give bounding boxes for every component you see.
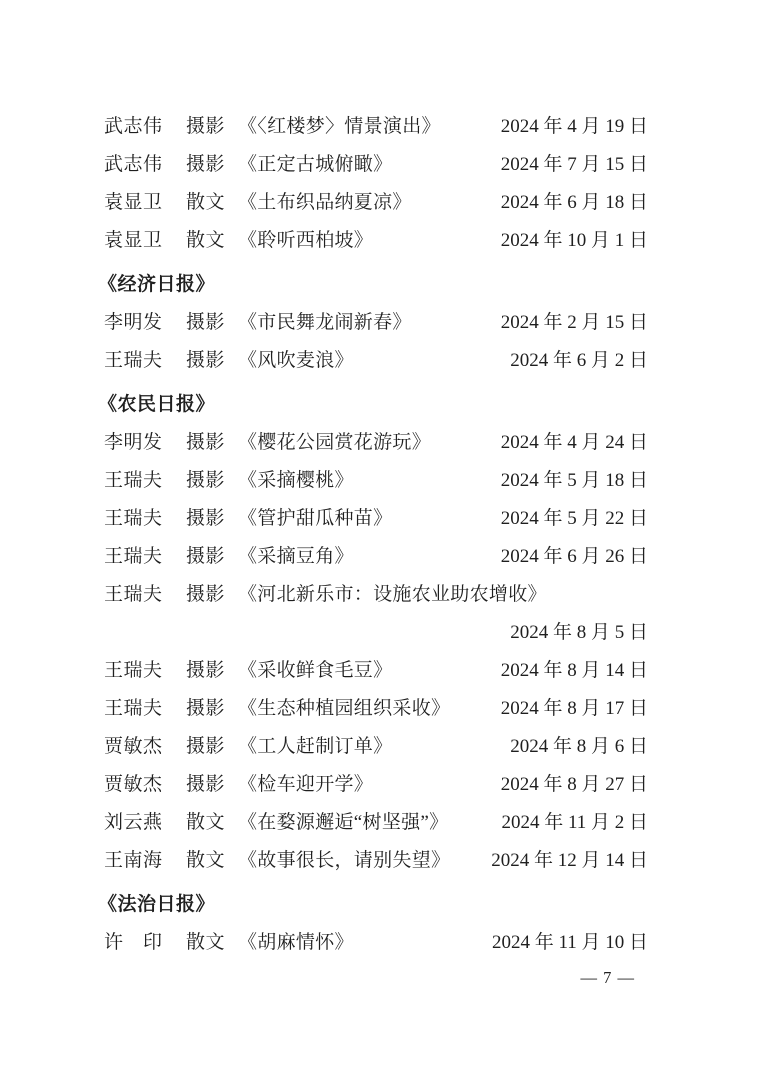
work-title: 《生态种植园组织采收》 [238, 698, 451, 719]
section-header-label: 《法治日报》 [98, 894, 216, 915]
author-name: 李明发 [104, 432, 163, 453]
genre-label: 摄影 [186, 508, 226, 529]
section-header [98, 386, 648, 424]
author-name: 王瑞夫 [104, 508, 163, 529]
work-title: 《故事很长，请别失望》 [238, 850, 451, 871]
publish-date: 2024 年 6 月 2 日 [510, 350, 648, 371]
author-name: 袁显卫 [104, 192, 163, 213]
author-name: 王瑞夫 [104, 584, 163, 605]
author-name: 刘云燕 [104, 812, 163, 833]
author-name: 武志伟 [104, 154, 163, 175]
work-title: 《正定古城俯瞰》 [238, 154, 393, 175]
publish-date: 2024 年 11 月 10 日 [491, 932, 648, 953]
author-name: 李明发 [104, 312, 163, 333]
publish-date: 2024 年 6 月 26 日 [500, 546, 648, 567]
genre-label: 摄影 [186, 660, 226, 681]
author-name: 王瑞夫 [104, 698, 163, 719]
genre-label: 散文 [186, 230, 226, 251]
work-title: 《河北新乐市：设施农业助农增收》 [238, 584, 547, 605]
publication-list [98, 108, 648, 962]
publication-row-date-continuation [104, 614, 648, 652]
author-name: 贾敏杰 [104, 736, 163, 757]
page-number: — 7 — [580, 968, 635, 987]
genre-label: 摄影 [186, 470, 226, 491]
work-title: 《胡麻情怀》 [238, 932, 354, 953]
genre-label: 摄影 [186, 432, 226, 453]
work-title: 《采摘豆角》 [238, 546, 354, 567]
publication-row [104, 842, 648, 880]
publish-date: 2024 年 6 月 18 日 [500, 192, 648, 213]
section-header [98, 266, 648, 304]
work-title: 《樱花公园赏花游玩》 [238, 432, 432, 453]
author-name: 袁显卫 [104, 230, 163, 251]
section-header-label: 《农民日报》 [98, 394, 216, 415]
genre-label: 摄影 [186, 154, 226, 175]
publication-row [104, 184, 648, 222]
publication-row [104, 576, 648, 614]
publish-date: 2024 年 8 月 14 日 [500, 660, 648, 681]
author-name: 王瑞夫 [104, 660, 163, 681]
work-title: 《采摘樱桃》 [238, 470, 354, 491]
genre-label: 散文 [186, 932, 226, 953]
work-title: 《在婺源邂逅“树坚强”》 [238, 812, 449, 833]
work-title: 《采收鲜食毛豆》 [238, 660, 393, 681]
publish-date: 2024 年 10 月 1 日 [500, 230, 648, 251]
publish-date: 2024 年 5 月 18 日 [500, 470, 648, 491]
publish-date: 2024 年 7 月 15 日 [500, 154, 648, 175]
genre-label: 摄影 [186, 584, 226, 605]
publish-date: 2024 年 2 月 15 日 [500, 312, 648, 333]
publication-row [104, 690, 648, 728]
author-name: 王南海 [104, 850, 163, 871]
genre-label: 摄影 [186, 350, 226, 371]
publish-date: 2024 年 8 月 17 日 [500, 698, 648, 719]
publication-row [104, 108, 648, 146]
publication-row [104, 304, 648, 342]
work-title: 《聆听西柏坡》 [238, 230, 374, 251]
publication-row [104, 538, 648, 576]
author-name: 武志伟 [104, 116, 163, 137]
publish-date: 2024 年 8 月 27 日 [500, 774, 648, 795]
work-title: 《〈红楼梦〉情景演出》 [238, 116, 441, 137]
publish-date: 2024 年 4 月 24 日 [500, 432, 648, 453]
author-name: 王瑞夫 [104, 350, 163, 371]
work-title: 《检车迎开学》 [238, 774, 374, 795]
genre-label: 摄影 [186, 312, 226, 333]
author-name: 王瑞夫 [104, 546, 163, 567]
publication-row [104, 342, 648, 380]
publication-row [104, 728, 648, 766]
section-header [98, 886, 648, 924]
work-title: 《工人赶制订单》 [238, 736, 393, 757]
publication-row [104, 652, 648, 690]
genre-label: 散文 [186, 850, 226, 871]
author-name: 王瑞夫 [104, 470, 163, 491]
work-title: 《管护甜瓜种苗》 [238, 508, 393, 529]
publish-date: 2024 年 8 月 6 日 [510, 736, 648, 757]
genre-label: 摄影 [186, 116, 226, 137]
genre-label: 摄影 [186, 546, 226, 567]
author-name: 许 印 [104, 932, 163, 953]
publication-row [104, 766, 648, 804]
publication-row [104, 462, 648, 500]
genre-label: 摄影 [186, 698, 226, 719]
work-title: 《土布织品纳夏凉》 [238, 192, 412, 213]
publish-date: 2024 年 5 月 22 日 [500, 508, 648, 529]
genre-label: 散文 [186, 192, 226, 213]
work-title: 《市民舞龙闹新春》 [238, 312, 412, 333]
author-name: 贾敏杰 [104, 774, 163, 795]
publish-date: 2024 年 8 月 5 日 [510, 622, 648, 643]
genre-label: 摄影 [186, 774, 226, 795]
publish-date: 2024 年 12 月 14 日 [491, 850, 648, 871]
work-title: 《风吹麦浪》 [238, 350, 354, 371]
publication-row [104, 146, 648, 184]
publication-row [104, 222, 648, 260]
publish-date: 2024 年 11 月 2 日 [501, 812, 648, 833]
publish-date: 2024 年 4 月 19 日 [500, 116, 648, 137]
genre-label: 摄影 [186, 736, 226, 757]
section-header-label: 《经济日报》 [98, 274, 216, 295]
publication-row [104, 500, 648, 538]
publication-row [104, 424, 648, 462]
genre-label: 散文 [186, 812, 226, 833]
publication-row [104, 924, 648, 962]
publication-row [104, 804, 648, 842]
